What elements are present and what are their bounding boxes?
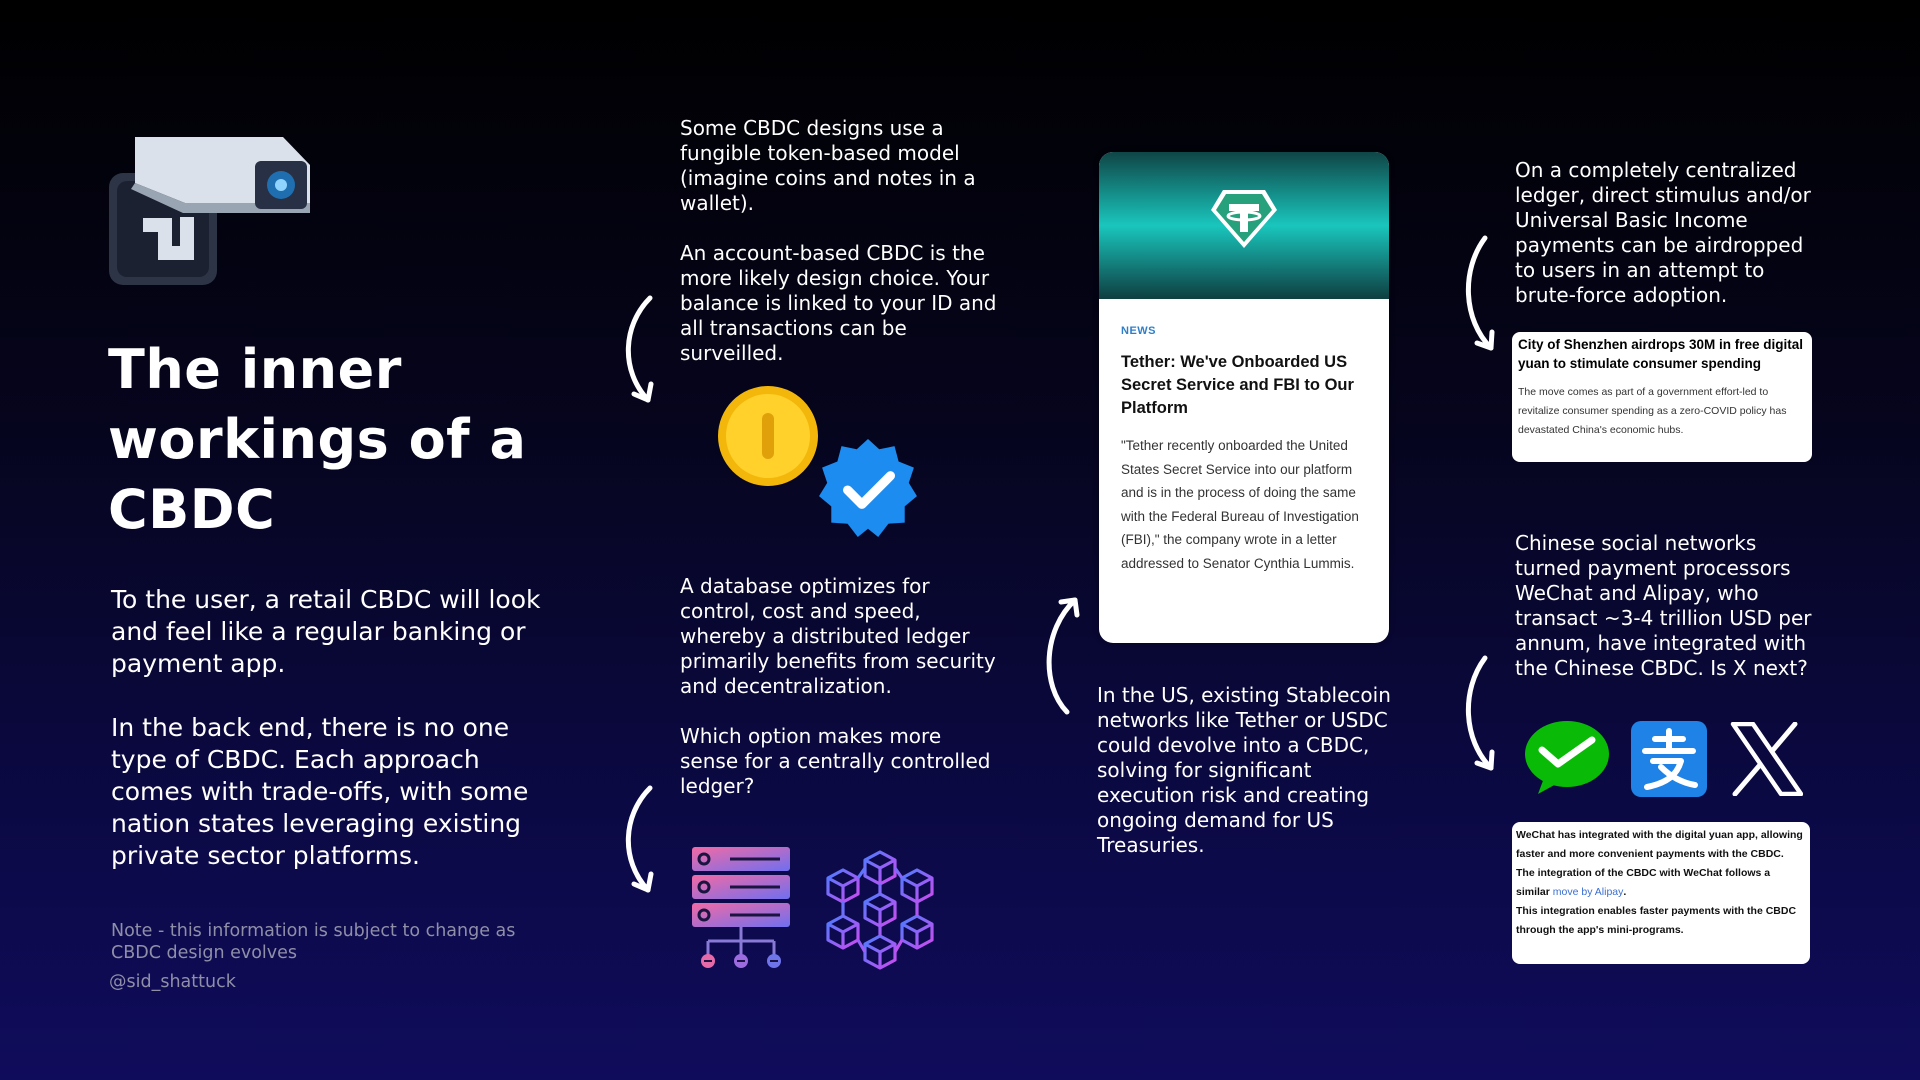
intro-text: [111, 584, 561, 904]
news-article-card[interactable]: [1099, 152, 1389, 643]
shenzhen-news-clip: [1512, 332, 1812, 462]
curved-arrow-icon: [615, 290, 675, 410]
clip-headline: City of Shenzhen airdrops 30M in free digital yuan to stimulate consumer spending: [1518, 337, 1804, 371]
wechat-icon: [1524, 720, 1610, 796]
tether-logo-icon: [1209, 188, 1279, 250]
curved-arrow-icon: [1035, 590, 1095, 720]
card-header-image: [1099, 152, 1389, 299]
paragraph: Which option makes more sense for a centrally controlled ledger?: [680, 724, 991, 798]
ledger-comparison-text: [680, 574, 1000, 824]
coin-icon: [717, 385, 819, 487]
clip-text: The integration of the CBDC with WeChat follows a similar: [1516, 867, 1771, 898]
news-tag: NEWS: [1121, 325, 1156, 337]
clip-line: WeChat has integrated with the digital yuan app, allowing faster and more convenient payments with the CBDC.: [1516, 829, 1803, 860]
alipay-link[interactable]: move by Alipay: [1552, 886, 1624, 898]
paragraph: An account-based CBDC is the more likely design choice. Your balance is linked to your ID and all transactions can be surveilled.: [680, 241, 997, 365]
curved-arrow-icon: [1455, 650, 1515, 780]
social-networks-text: Chinese social networks turned payment processors WeChat and Alipay, who transact ~3-4 trillion USD per annum, have integrated with the Chinese CBDC. Is X next?: [1515, 531, 1812, 680]
clip-text: .: [1623, 886, 1627, 898]
curved-arrow-icon: [1455, 230, 1515, 360]
author-handle: @sid_shattuck: [109, 972, 236, 992]
alipay-icon: [1631, 721, 1707, 797]
clip-line: This integration enables faster payments with the CBDC through the app's mini-programs.: [1516, 905, 1797, 936]
paragraph: Some CBDC designs use a fungible token-based model (imagine coins and notes in a wallet).: [680, 116, 976, 215]
security-camera-icon: [105, 125, 320, 290]
page-title: The inner workings of a CBDC: [108, 338, 527, 541]
disclaimer-note: Note - this information is subject to change as CBDC design evolves: [111, 921, 516, 963]
verified-badge-icon: [817, 437, 919, 539]
news-headline[interactable]: Tether: We've Onboarded US Secret Service and FBI to Our Platform: [1121, 353, 1354, 417]
x-logo-icon: [1729, 722, 1803, 796]
wechat-integration-clip: [1512, 822, 1810, 964]
token-model-text: [680, 116, 1000, 391]
database-server-icon: [690, 845, 792, 973]
intro-paragraph: In the back end, there is no one type of CBDC. Each approach comes with trade-offs, with some nation states leveraging existing private sector platforms.: [111, 713, 529, 870]
clip-line: [1516, 864, 1806, 902]
airdrop-text: On a completely centralized ledger, direct stimulus and/or Universal Basic Income payments can be airdropped to users in an attempt to brute-force adoption.: [1515, 158, 1811, 307]
blockchain-icon: [815, 848, 945, 973]
news-body: "Tether recently onboarded the United States Secret Service into our platform and is in the process of doing the same with the Federal Bureau of Investigation (FBI)," the company wrote in a letter addressed to Senator Cynthia Lummis.: [1121, 438, 1359, 571]
stablecoin-text: In the US, existing Stablecoin networks like Tether or USDC could devolve into a CBDC, solving for significant execution risk and creating ongoing demand for US Treasuries.: [1097, 683, 1391, 857]
curved-arrow-icon: [615, 780, 675, 900]
intro-paragraph: To the user, a retail CBDC will look and feel like a regular banking or payment app.: [111, 585, 541, 678]
clip-body: The move comes as part of a government effort-led to revitalize consumer spending as a zero-COVID policy has devastated China's economic hubs.: [1518, 386, 1787, 436]
paragraph: A database optimizes for control, cost and speed, whereby a distributed ledger primarily benefits from security and decentralization.: [680, 574, 996, 698]
